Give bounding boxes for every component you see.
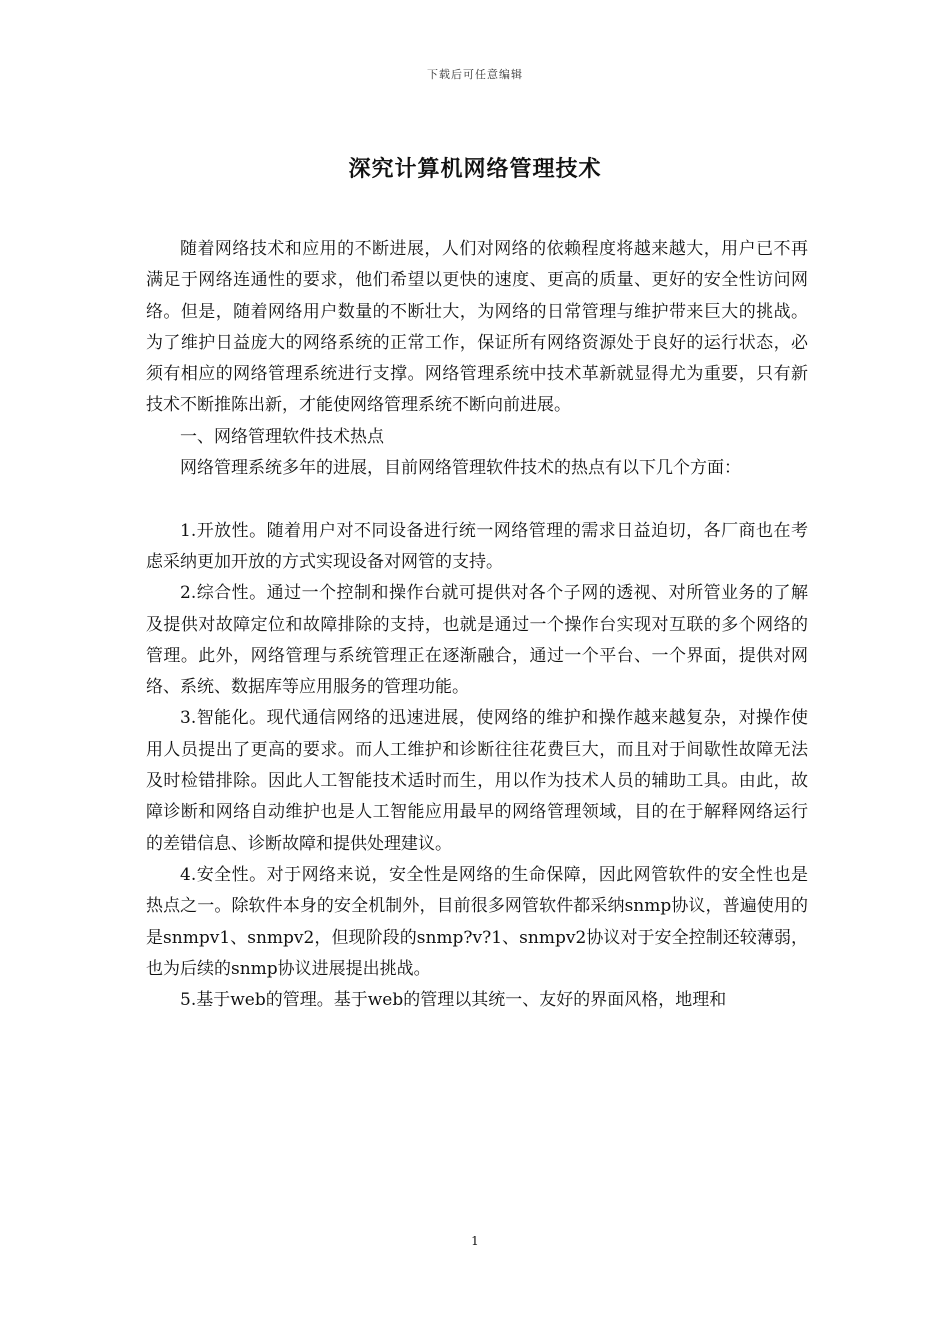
list-item-integration: 2.综合性。通过一个控制和操作台就可提供对各个子网的透视、对所管业务的了解及提供对故障定位和故障排除的支持，也就是通过一个操作台实现对互联的多个网络的管理。此外，网络管理与系统管理正在逐渐融合，通过一个平台、一个界面，提供对网络、系统、数据库等应用服务的管理功能。: [146, 583, 808, 698]
list-item-openness: 1.开放性。随着用户对不同设备进行统一网络管理的需求日益迫切，各厂商也在考虑采纳更加开放的方式实现设备对网管的支持。: [146, 520, 808, 572]
section-heading-hotspots: 一、网络管理软件技术热点: [180, 426, 384, 447]
paragraph-intro: 随着网络技术和应用的不断进展，人们对网络的依赖程度将越来越大，用户已不再满足于网络连通性的要求，他们希望以更快的速度、更高的质量、更好的安全性访问网络。但是，随着网络用户数量的不断壮大，为网络的日常管理与维护带来巨大的挑战。为了维护日益庞大的网络系统的正常工作，保证所有网络资源处于良好的运行状态，必须有相应的网络管理系统进行支撑。网络管理系统中技术革新就显得尤为重要，只有新技术不断推陈出新，才能使网络管理系统不断向前进展。: [146, 239, 808, 416]
document-title: 深究计算机网络管理技术: [348, 156, 602, 182]
list-item-web-management: 5.基于web的管理。基于web的管理以其统一、友好的界面风格，地理和: [180, 990, 727, 1011]
list-item-intelligence: 3.智能化。现代通信网络的迅速进展，使网络的维护和操作越来越复杂，对操作使用人员提出了更高的要求。而人工维护和诊断往往花费巨大，而且对于间歇性故障无法及时检错排除。因此人工智能技术适时而生，用以作为技术人员的辅助工具。由此，故障诊断和网络自动维护也是人工智能应用最早的网络管理领域，目的在于解释网络运行的差错信息、诊断故障和提供处理建议。: [146, 708, 808, 854]
page-header-note: 下载后可任意编辑: [427, 68, 523, 81]
page-number: 1: [471, 1234, 479, 1248]
document-body: [146, 234, 808, 1016]
blank-line: [146, 484, 808, 515]
list-item-security: 4.安全性。对于网络来说，安全性是网络的生命保障，因此网管软件的安全性也是热点之一。除软件本身的安全机制外，目前很多网管软件都采纳snmp协议，普遍使用的是snmpv1、snmpv2，但现阶段的snmp?v?1、snmpv2协议对于安全控制还较薄弱，也为后续的snmp协议进展提出挑战。: [146, 864, 808, 979]
paragraph-overview: 网络管理系统多年的进展，目前网络管理软件技术的热点有以下几个方面：: [180, 458, 741, 479]
